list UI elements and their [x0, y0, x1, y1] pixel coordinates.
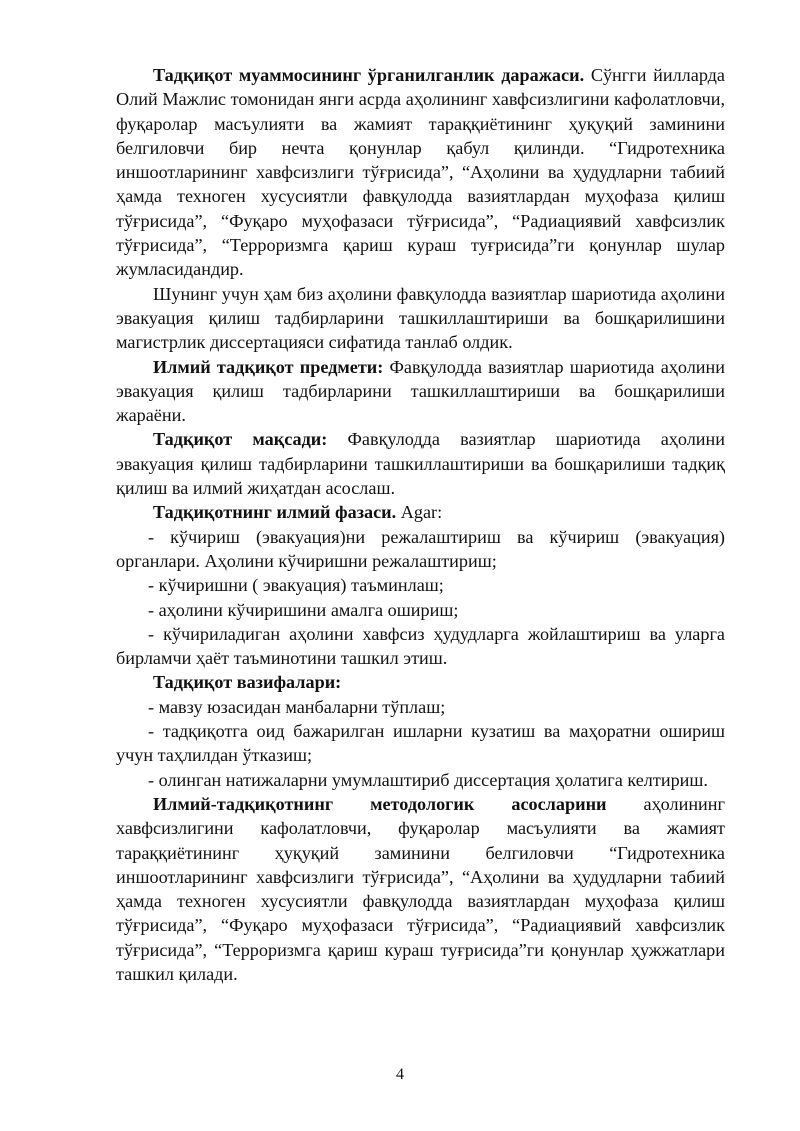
paragraph-subject [116, 355, 725, 428]
page-number: 4 [396, 1066, 404, 1083]
paragraph-text: Фавқулодда вазиятлар шариотида аҳолини эвакуация қилиш тадбирларини ташкиллаштириши ва бошқарилиши тадқиқ қилиш ва илмий жиҳатдан асослаш. [116, 429, 725, 499]
novelty-item: - кўчириш (эвакуация)ни режалаштириш ва кўчириш (эвакуация) органлари. Аҳолини кўчиришни режалаштириш; [116, 526, 725, 571]
heading-novelty [116, 500, 725, 524]
paragraph-text: Фавқулодда вазиятлар шариотида аҳолини эвакуация қилиш тадбирларини ташкиллаштириши ва бошқарилиши жараёни. [116, 356, 725, 426]
paragraph-topic-choice [116, 282, 725, 355]
paragraph-lead: Тадқиқот мақсади: [153, 429, 328, 450]
heading-tasks [116, 670, 725, 694]
paragraph-lead: Тадқиқот муаммосининг ўрганилганлик даражаси. [153, 65, 585, 85]
paragraph-lead: Илмий-тадқиқотнинг методологик асосларини [153, 793, 607, 814]
novelty-item: - кўчиришни ( эвакуация) таъминлаш; [148, 575, 444, 596]
heading-text: Agar: [396, 502, 443, 523]
paragraph-text: Сўнгги йилларда Олий Мажлис томонидан янги асрда аҳолининг хавфсизлигини кафолатловчи, фуқаролар масъулияти ва жамият тараққиётининг ҳуқуқий заминини белгиловчи бир нечта қонунлар қабул қилинди. “Гидротехника иншоотларининг хавфсизлиги тўғрисида”, “Аҳолини ва ҳудудларни табиий ҳамда техноген хусусиятли фавқулодда вазиятлардан муҳофаза қилиш тўғрисида”, “Фуқаро муҳофазаси тўғрисида”, “Радиациявий хавфсизлик тўғрисида”, “Терроризмга қариш кураш туғрисида”ги қонунлар шулар жумласидандир. [116, 65, 726, 280]
paragraph-text: Шунинг учун ҳам биз аҳолини фавқулодда вазиятлар шариотида аҳолини эвакуация қилиш тадбирларини ташкиллаштириши ва бошқарилишини магистрлик диссертацияси сифатида танлаб олдик. [116, 283, 725, 353]
task-item: - олинган натижаларни умумлаштириб диссертация ҳолатига келтириш. [148, 769, 708, 790]
task-item: - тадқиқотга оид бажарилган ишларни кузатиш ва маҳоратни ошириш учун таҳлилдан ўтказиш; [116, 721, 725, 766]
heading-lead: Тадқиқот вазифалари: [153, 672, 342, 693]
document-page [116, 63, 725, 986]
paragraph-lead: Илмий тадқиқот предмети: [153, 356, 384, 377]
novelty-item: - аҳолини кўчиришини амалга ошириш; [148, 599, 459, 620]
task-item: - мавзу юзасидан манбаларни тўплаш; [148, 696, 446, 717]
novelty-item: - кўчириладиган аҳолини хавфсиз ҳудудларга жойлаштириш ва уларга бирламчи ҳаёт таъминотини ташкил этиш. [116, 623, 725, 669]
paragraph-text: аҳолининг хавфсизлигини кафолатловчи, фуқаролар масъулияти ва жамият тараққиётининг ҳуқуқий заминини белгиловчи “Гидротехника иншоотларининг хавфсизлиги тўғрисида”, “Аҳолини ва ҳудудларни табиий ҳамда техноген хусусиятли фавқулодда вазиятлардан муҳофаза қилиш тўғрисида”, “Фуқаро муҳофазаси тўғрисида”, “Радиациявий хавфсизлик тўғрисида”, “Терроризмга қариш кураш туғрисида”ги қонунлар ҳужжатлари ташкил қилади. [116, 793, 725, 984]
paragraph-methodology [116, 792, 725, 986]
heading-lead: Тадқиқотнинг илмий фазаси. [153, 502, 397, 523]
paragraph-goal [116, 427, 725, 500]
paragraph-research-level [116, 63, 725, 282]
